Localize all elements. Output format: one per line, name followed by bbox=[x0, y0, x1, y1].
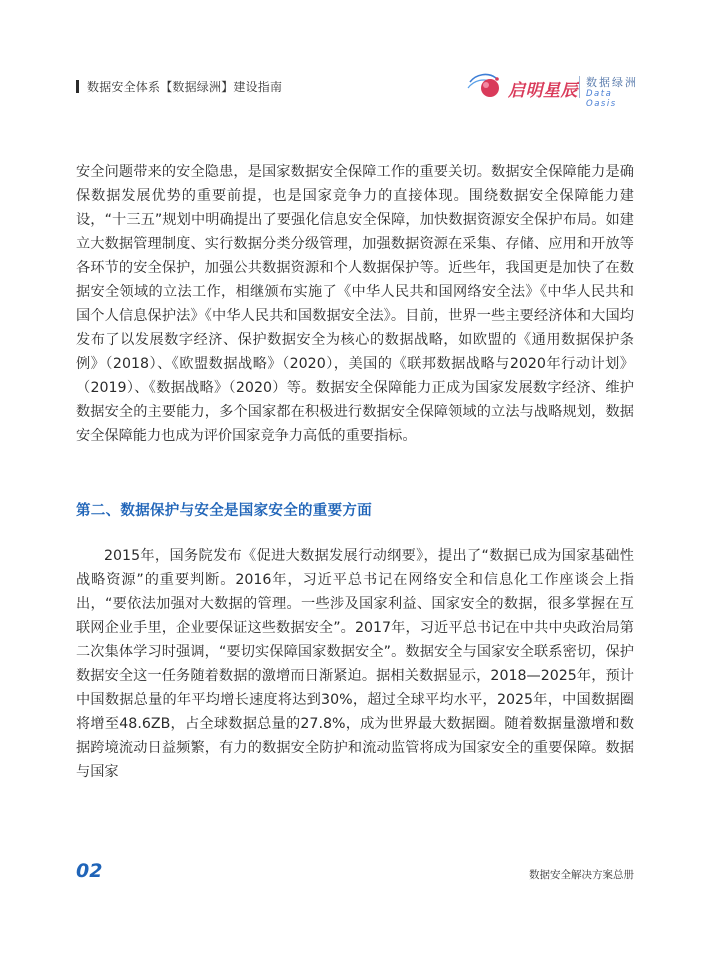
page-number: 02 bbox=[76, 860, 103, 882]
header-title: 数据安全体系【数据绿洲】建设指南 bbox=[87, 80, 283, 94]
page-header bbox=[0, 0, 710, 110]
brand-name: 启明星辰 bbox=[508, 81, 578, 101]
body-paragraph-1: 安全问题带来的安全隐患，是国家数据安全保障工作的重要关切。数据安全保障能力是确保数据发展优势的重要前提，也是国家竞争力的直接体现。围绕数据安全保障能力建设，“十三五”规划中明确提出了要强化信息安全保障，加快数据资源安全保护布局。如建立大数据管理制度、实行数据分类分级管理，加强数据资源在采集、存储、应用和开放等各环节的安全保护，加强公共数据资源和个人数据保护等。近些年，我国更是加快了在数据安全领域的立法工作，相继颁布实施了《中华人民共和国网络安全法》《中华人民共和国个人信息保护法》《中华人民共和国数据安全法》。目前，世界一些主要经济体和大国均发布了以发展数字经济、保护数据安全为核心的数据战略，如欧盟的《通用数据保护条例》（2018）、《欧盟数据战略》（2020），美国的《联邦数据战略与2020年行动计划》（2019）、《数据战略》（2020）等。数据安全保障能力正成为国家发展数字经济、维护数据安全的主要能力，多个国家都在积极进行数据安全保障领域的立法与战略规划，数据安全保障能力也成为评价国家竞争力高低的重要指标。 bbox=[76, 164, 634, 444]
brand-product-en: Data Oasis bbox=[586, 89, 617, 109]
brand-logo bbox=[466, 70, 646, 109]
brand-product-cn: 数据绿洲 bbox=[586, 76, 638, 89]
logo-divider bbox=[579, 76, 580, 98]
body-paragraph-2: 2015年，国务院发布《促进大数据发展行动纲要》，提出了“数据已成为国家基础性战略资源”的重要判断。2016年，习近平总书记在网络安全和信息化工作座谈会上指出，“要依法加强对大数据的管理。一些涉及国家利益、国家安全的数据，很多掌握在互联网企业手里，企业要保证这些数据安全”。2017年，习近平总书记在中共中央政治局第二次集体学习时强调，“要切实保障国家数据安全”。数据安全与国家安全联系密切，保护数据安全这一任务随着数据的激增而日渐紧迫。据相关数据显示，2018—2025年，预计中国数据总量的年平均增长速度将达到30%，超过全球平均水平，2025年，中国数据圈将增至48.6ZB，占全球数据总量的27.8%，成为世界最大数据圈。随着数据量激增和数据跨境流动日益频繁，有力的数据安全防护和流动监管将成为国家安全的重要保障。数据与国家 bbox=[76, 548, 634, 780]
qiming-star-logo-icon bbox=[466, 70, 506, 104]
section-heading: 第二、数据保护与安全是国家安全的重要方面 bbox=[76, 503, 372, 519]
footer-doc-name: 数据安全解决方案总册 bbox=[529, 869, 634, 881]
header-marker-bar bbox=[76, 80, 79, 93]
